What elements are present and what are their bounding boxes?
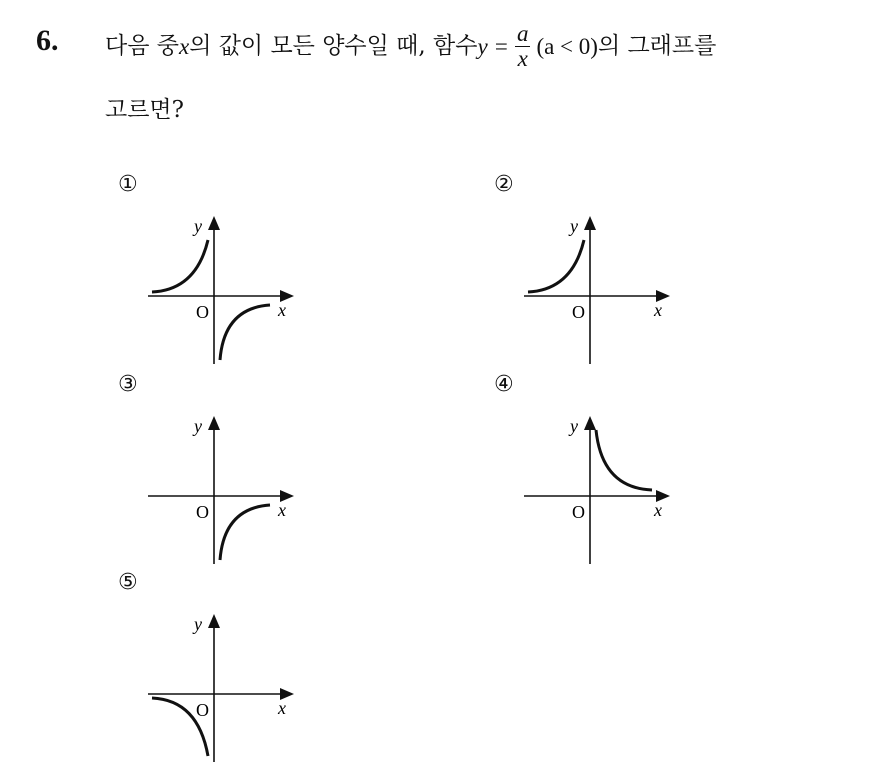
curve-quadrant-2: [152, 240, 208, 292]
y-axis-label: y: [194, 216, 202, 236]
question-text-part3: 의 그래프를: [597, 32, 717, 59]
origin-label: O: [572, 502, 585, 522]
graph-choice-1: [148, 190, 308, 370]
question-number: 6.: [36, 24, 59, 57]
variable-x: x: [178, 33, 190, 59]
x-axis-label: x: [278, 500, 286, 520]
y-axis-arrow: [584, 216, 596, 230]
x-axis-label: x: [278, 300, 286, 320]
curve-quadrant-2: [528, 240, 584, 292]
y-axis-label: y: [194, 614, 202, 634]
x-axis-label: x: [278, 698, 286, 718]
x-axis-label: x: [654, 500, 662, 520]
graph-choice-5: [148, 588, 308, 768]
question-stem: [105, 22, 875, 125]
graph-choice-2: [524, 190, 684, 370]
origin-label: O: [196, 302, 209, 322]
fraction: [515, 22, 531, 71]
fraction-denominator: x: [517, 46, 528, 72]
x-axis-label: x: [654, 300, 662, 320]
y-axis-arrow: [208, 216, 220, 230]
fraction-numerator: a: [516, 21, 529, 46]
y-axis-arrow: [208, 416, 220, 430]
choice-label: ②: [494, 172, 514, 197]
question-line-2: 고르면?: [105, 97, 184, 124]
curve-quadrant-4: [220, 505, 270, 560]
condition: (a < 0): [536, 33, 598, 59]
choice-label: ①: [118, 172, 138, 197]
question-text-part2: 의 값이 모든 양수일 때, 함수: [189, 32, 478, 59]
y-axis-arrow: [208, 614, 220, 628]
question-text-part1: 다음 중: [105, 32, 179, 59]
graph-choice-4: [524, 390, 684, 570]
graph-choice-3: [148, 390, 308, 570]
y-axis-label: y: [194, 416, 202, 436]
curve-quadrant-4: [220, 305, 270, 360]
question-line-1: [105, 22, 875, 71]
choice-label: ⑤: [118, 570, 138, 595]
choice-label: ④: [494, 372, 514, 397]
curve-quadrant-1: [596, 430, 652, 490]
origin-label: O: [196, 502, 209, 522]
origin-label: O: [196, 700, 209, 720]
choice-label: ③: [118, 372, 138, 397]
y-axis-arrow: [584, 416, 596, 430]
y-axis-label: y: [570, 216, 578, 236]
y-axis-label: y: [570, 416, 578, 436]
origin-label: O: [572, 302, 585, 322]
equation-lhs: y =: [477, 33, 509, 59]
